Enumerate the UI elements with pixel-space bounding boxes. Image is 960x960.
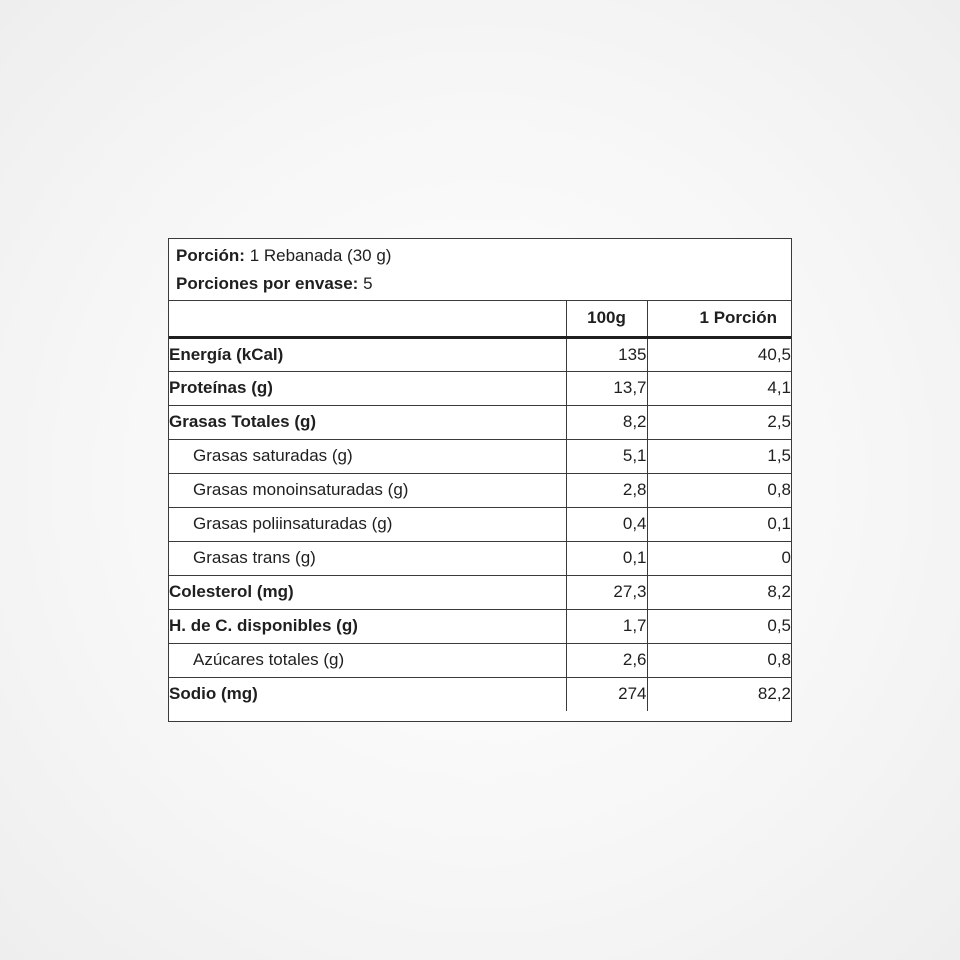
value-per-portion: 0: [647, 541, 791, 575]
nutrient-name: H. de C. disponibles (g): [169, 609, 566, 643]
nutrient-name: Proteínas (g): [169, 371, 566, 405]
serving-size-line: [176, 242, 791, 270]
value-per-100g: 8,2: [566, 405, 647, 439]
value-per-portion: 0,1: [647, 507, 791, 541]
value-per-100g: 0,1: [566, 541, 647, 575]
table-row: [169, 439, 791, 473]
servings-per-pack-label: Porciones por envase:: [176, 274, 359, 293]
table-row: [169, 405, 791, 439]
value-per-portion: 8,2: [647, 575, 791, 609]
value-per-100g: 2,6: [566, 643, 647, 677]
table-row: [169, 507, 791, 541]
nutrient-name: Grasas trans (g): [169, 541, 566, 575]
value-per-portion: 4,1: [647, 371, 791, 405]
value-per-portion: 40,5: [647, 337, 791, 371]
header-nutrient: [169, 301, 566, 337]
value-per-portion: 0,5: [647, 609, 791, 643]
value-per-100g: 13,7: [566, 371, 647, 405]
table-header-row: [169, 301, 791, 337]
table-row: [169, 541, 791, 575]
table-row: [169, 643, 791, 677]
nutrient-name: Colesterol (mg): [169, 575, 566, 609]
value-per-100g: 5,1: [566, 439, 647, 473]
nutrition-facts-label: [168, 238, 792, 722]
value-per-100g: 2,8: [566, 473, 647, 507]
table-row: [169, 371, 791, 405]
value-per-100g: 27,3: [566, 575, 647, 609]
nutrient-name: Grasas poliinsaturadas (g): [169, 507, 566, 541]
nutrient-name: Grasas Totales (g): [169, 405, 566, 439]
value-per-portion: 2,5: [647, 405, 791, 439]
servings-per-pack-value: 5: [363, 274, 373, 293]
value-per-portion: 82,2: [757, 684, 791, 704]
table-row: [169, 609, 791, 643]
table-row: [169, 473, 791, 507]
serving-size-label: Porción:: [176, 246, 245, 265]
value-per-portion: 1,5: [647, 439, 791, 473]
nutrition-table: [169, 301, 791, 711]
table-row: [169, 337, 791, 371]
value-per-100g: 274: [566, 677, 647, 711]
value-per-100g: 1,7: [566, 609, 647, 643]
value-per-100g: 0,4: [566, 507, 647, 541]
serving-info: [169, 239, 791, 301]
servings-per-pack-line: [176, 270, 791, 298]
serving-size-value: 1 Rebanada (30 g): [249, 246, 392, 265]
table-row: [169, 575, 791, 609]
nutrient-name: Sodio (mg): [169, 677, 566, 711]
nutrient-name: Energía (kCal): [169, 337, 566, 371]
value-per-100g: 135: [566, 337, 647, 371]
nutrient-name: Grasas monoinsaturadas (g): [169, 473, 566, 507]
value-per-portion: 0,8: [647, 643, 791, 677]
nutrient-name: Grasas saturadas (g): [169, 439, 566, 473]
header-per-portion: 1 Porción: [647, 301, 791, 337]
table-row: [169, 677, 791, 711]
header-per-100g: 100g: [566, 301, 647, 337]
nutrient-name: Azúcares totales (g): [169, 643, 566, 677]
value-per-portion: 0,8: [647, 473, 791, 507]
